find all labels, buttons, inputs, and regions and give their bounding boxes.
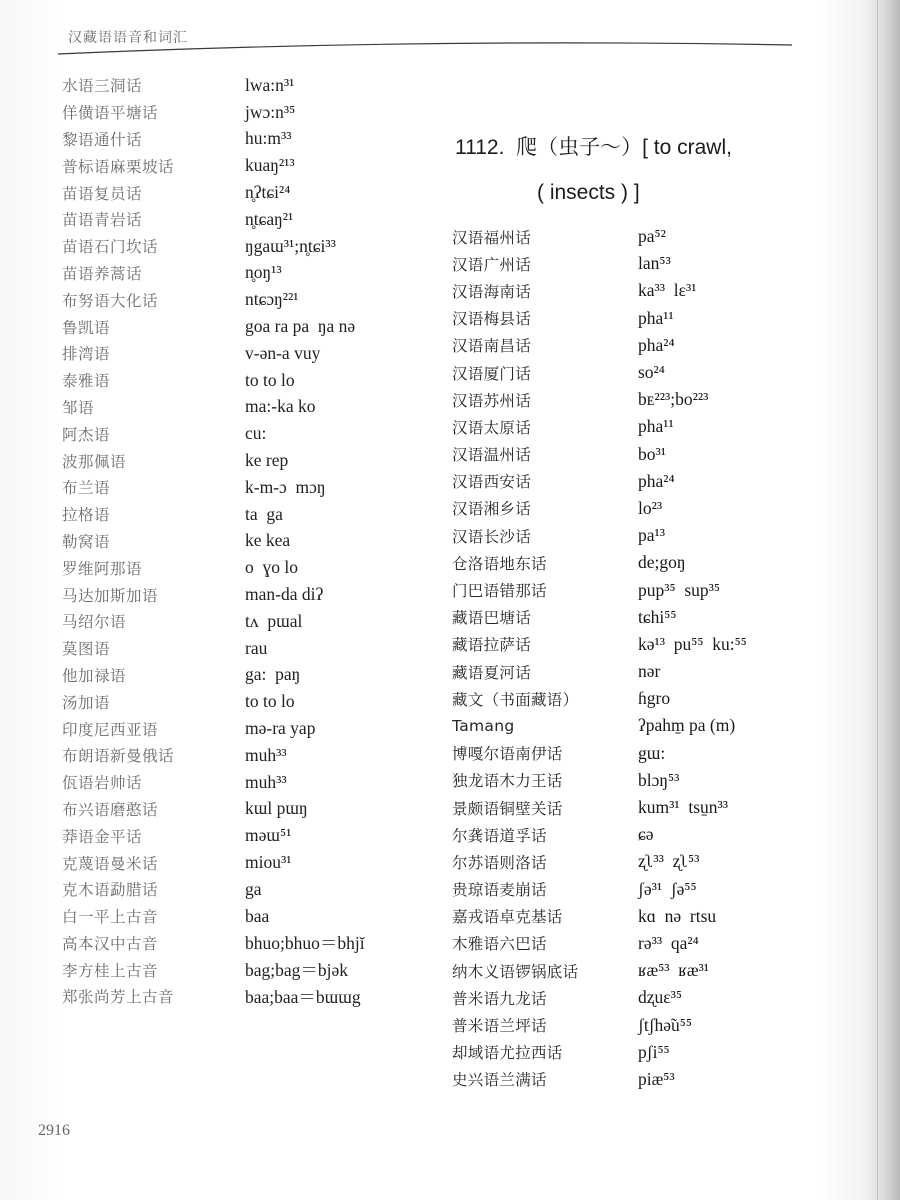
entry-heading-line1: 1112. 爬（虫子～）[ to crawl, — [455, 136, 732, 159]
entry-row — [452, 876, 872, 903]
phonetic-form: tʌ pɯal — [245, 610, 303, 631]
entry-row — [452, 1066, 872, 1093]
phonetic-form: ʁæ⁵³ ʁæ³¹ — [638, 960, 710, 981]
language-name: 藏语拉萨话 — [452, 636, 532, 655]
entry-row — [62, 420, 442, 447]
phonetic-form: ɕə — [638, 824, 654, 845]
entry-row — [62, 260, 442, 287]
phonetic-form: ga — [245, 878, 262, 899]
phonetic-form: ta ga — [245, 503, 283, 524]
language-name: 莫图语 — [62, 640, 111, 659]
language-name: 贵琼语麦崩话 — [452, 881, 547, 900]
language-name: 独龙语木力王话 — [452, 772, 563, 791]
language-name: 汉语长沙话 — [452, 527, 532, 546]
language-name: 门巴语错那话 — [452, 582, 547, 601]
phonetic-form: bᴇ²²³;bo²²³ — [638, 389, 709, 410]
language-name: 佯僙语平塘话 — [62, 104, 159, 123]
language-name: 汉语温州话 — [452, 446, 532, 465]
entry-row — [452, 712, 872, 739]
phonetic-form: kə¹³ pu⁵⁵ ku:⁵⁵ — [638, 633, 747, 654]
running-head-title: 汉藏语语音和词汇 — [68, 30, 188, 46]
phonetic-form: ntɕɔŋ²²¹ — [245, 289, 299, 310]
entry-row — [452, 903, 872, 930]
entry-row — [452, 576, 872, 603]
language-name: 高本汉中古音 — [62, 934, 159, 953]
language-name: 马绍尔语 — [62, 613, 127, 632]
phonetic-form: ŋgaɯ³¹;n̥tɕi³³ — [245, 235, 336, 256]
phonetic-form: muh³³ — [245, 771, 287, 792]
entry-row — [452, 1011, 872, 1038]
language-name: 汉语厦门话 — [452, 364, 532, 383]
language-name: 排湾语 — [62, 345, 111, 364]
phonetic-form: baa;baa＝bɯɯg — [245, 986, 361, 1007]
entry-row — [62, 367, 442, 394]
language-name: 布兰语 — [62, 479, 111, 498]
language-name: 苗语养蒿话 — [62, 264, 143, 283]
right-entry-column — [452, 223, 872, 1093]
phonetic-form: lwa:n³¹ — [245, 74, 295, 95]
language-name: 克蔑语曼米话 — [62, 854, 159, 873]
language-name: 勒窝语 — [62, 532, 111, 551]
language-name: 尔龚语道孚话 — [452, 826, 547, 845]
phonetic-form: de;goŋ — [638, 552, 686, 573]
phonetic-form: pha²⁴ — [638, 470, 675, 491]
language-name: 仓洛语地东话 — [452, 554, 547, 573]
language-name: 藏语巴塘话 — [452, 609, 532, 628]
language-name: 罗维阿那语 — [62, 559, 143, 578]
entry-row — [62, 903, 442, 930]
phonetic-form: k-m-ɔ mɔŋ — [245, 476, 326, 497]
language-name: 阿杰语 — [62, 425, 111, 444]
language-name: 汉语太原话 — [452, 418, 532, 437]
entry-row — [452, 441, 872, 468]
entry-row — [62, 822, 442, 849]
phonetic-form: ʃtʃhə̃u⁵⁵ — [638, 1014, 692, 1035]
entry-row — [452, 495, 872, 522]
language-name: 鲁凯语 — [62, 318, 111, 337]
phonetic-form: pa⁵² — [638, 226, 666, 247]
language-name: 克木语勐腊话 — [62, 881, 159, 900]
entry-row — [62, 474, 442, 501]
phonetic-form: piæ⁵³ — [638, 1068, 675, 1089]
entry-row — [452, 250, 872, 277]
phonetic-form: goa ra pa ŋa nə — [245, 316, 356, 337]
language-name: 他加禄语 — [62, 666, 127, 685]
entry-row — [452, 468, 872, 495]
entry-row — [452, 549, 872, 576]
language-name: 博嘎尔语南伊话 — [452, 745, 563, 764]
language-name: 藏语夏河话 — [452, 663, 532, 682]
entry-row — [62, 983, 442, 1010]
language-name: 汉语福州话 — [452, 228, 532, 247]
language-name: 嘉戎语卓克基话 — [452, 908, 563, 927]
entry-row — [62, 662, 442, 689]
phonetic-form: ʔpahm̠ pa (m) — [638, 715, 736, 736]
entry-row — [452, 386, 872, 413]
language-name: 布努语大化话 — [62, 291, 159, 310]
phonetic-form: bag;bag＝bjək — [245, 960, 349, 981]
language-name: 苗语石门坎话 — [62, 238, 159, 257]
phonetic-form: pha¹¹ — [638, 307, 674, 328]
language-name: 郑张尚芳上古音 — [62, 988, 175, 1007]
language-name: 木雅语六巴话 — [452, 935, 547, 954]
phonetic-form: ma:-ka ko — [245, 396, 316, 417]
phonetic-form: rau — [245, 637, 268, 658]
phonetic-form: tɕhi⁵⁵ — [638, 606, 677, 627]
entry-row — [62, 206, 442, 233]
page-number: 2916 — [38, 1122, 70, 1139]
entry-row — [452, 957, 872, 984]
phonetic-form: baa — [245, 905, 270, 926]
language-name: 景颇语铜壁关话 — [452, 799, 563, 818]
entry-row — [62, 340, 442, 367]
entry-row — [452, 848, 872, 875]
language-name: 布朗语新曼俄话 — [62, 747, 175, 766]
language-name: 布兴语磨憨话 — [62, 800, 159, 819]
language-name: 印度尼西亚语 — [62, 720, 159, 739]
language-name: 普标语麻栗坡话 — [62, 157, 175, 176]
entry-row — [452, 522, 872, 549]
entry-row — [452, 930, 872, 957]
entry-row — [452, 740, 872, 767]
phonetic-form: v-ən-a vuy — [245, 342, 321, 363]
entry-row — [62, 742, 442, 769]
language-name: 邹语 — [62, 398, 95, 417]
phonetic-form: kɑ nə rtsu — [638, 905, 717, 926]
language-name: 普米语兰坪话 — [452, 1017, 547, 1036]
entry-row — [452, 332, 872, 359]
entry-row — [62, 99, 442, 126]
phonetic-form: pha²⁴ — [638, 334, 675, 355]
language-name: 汉语广州话 — [452, 255, 532, 274]
phonetic-form: hu:m³³ — [245, 128, 292, 149]
language-name: 泰雅语 — [62, 372, 111, 391]
entry-row — [62, 286, 442, 313]
entry-row — [452, 658, 872, 685]
entry-row — [452, 413, 872, 440]
phonetic-form: ga: paŋ — [245, 664, 301, 685]
phonetic-form: ka³³ lɛ³¹ — [638, 280, 697, 301]
language-name: 李方桂上古音 — [62, 961, 159, 980]
entry-heading-line2: ( insects ) ] — [537, 181, 640, 204]
entry-row — [62, 394, 442, 421]
entry-row — [62, 447, 442, 474]
phonetic-form: ɦgro — [638, 688, 671, 709]
phonetic-form: pup³⁵ sup³⁵ — [638, 579, 721, 600]
phonetic-form: nər — [638, 661, 661, 682]
entry-row — [452, 1039, 872, 1066]
language-name: 却域语尤拉西话 — [452, 1044, 563, 1063]
entry-row — [62, 796, 442, 823]
phonetic-form: pʃi⁵⁵ — [638, 1041, 670, 1062]
phonetic-form: bo³¹ — [638, 443, 666, 464]
entry-row — [62, 126, 442, 153]
language-name: 纳木义语锣锅底话 — [452, 962, 579, 981]
entry-row — [62, 501, 442, 528]
phonetic-form: miou³¹ — [245, 852, 292, 872]
entry-row — [62, 769, 442, 796]
phonetic-form: n̥tɕaŋ²¹ — [245, 208, 294, 229]
entry-row — [62, 956, 442, 983]
entry-row — [452, 223, 872, 250]
entry-row — [452, 305, 872, 332]
entry-row — [62, 313, 442, 340]
entry-row — [62, 849, 442, 876]
language-name: 汉语海南话 — [452, 282, 532, 301]
language-name: 拉格语 — [62, 506, 111, 525]
language-name: 水语三洞话 — [62, 77, 143, 96]
language-name: 佤语岩帅话 — [62, 774, 143, 793]
phonetic-form: mə-ra yap — [245, 718, 316, 739]
entry-row — [62, 72, 442, 99]
phonetic-form: kuaŋ²¹³ — [245, 155, 295, 176]
entry-row — [62, 876, 442, 903]
phonetic-form: muh³³ — [245, 744, 287, 765]
entry-row — [62, 635, 442, 662]
phonetic-form: kum³¹ tsu̱n³³ — [638, 797, 729, 818]
phonetic-form: so²⁴ — [638, 362, 665, 383]
language-name: 白一平上古音 — [62, 908, 159, 927]
language-name: 莽语金平话 — [62, 827, 143, 846]
entry-row — [452, 794, 872, 821]
language-name: 尔苏语则洛话 — [452, 853, 547, 872]
phonetic-form: ke rep — [245, 450, 289, 471]
language-name: 汉语苏州话 — [452, 391, 532, 410]
language-name: 苗语复员话 — [62, 184, 143, 203]
phonetic-form: pa¹³ — [638, 525, 666, 546]
phonetic-form: to to lo — [245, 369, 295, 390]
entry-row — [62, 608, 442, 635]
language-name: 汉语西安话 — [452, 473, 532, 492]
entry-row — [452, 631, 872, 658]
entry-row — [62, 528, 442, 555]
phonetic-form: pha¹¹ — [638, 416, 674, 437]
entry-row — [62, 581, 442, 608]
phonetic-form: ʐʅ³³ ʐʅ⁵³ — [638, 851, 700, 872]
phonetic-form: məɯ⁵¹ — [245, 825, 292, 846]
phonetic-form: ke kea — [245, 530, 291, 551]
phonetic-form: man-da diʔ — [245, 584, 324, 605]
entry-row — [452, 821, 872, 848]
entry-row — [452, 685, 872, 712]
language-name: 普米语九龙话 — [452, 989, 547, 1008]
phonetic-form: bhuo;bhuo＝bhjĭ — [245, 933, 365, 954]
language-name: 汉语梅县话 — [452, 310, 532, 329]
phonetic-form: o ɣo lo — [245, 557, 298, 578]
language-name: 藏文（书面藏语） — [452, 690, 579, 709]
phonetic-form: n̥ʔtɕi²⁴ — [245, 182, 291, 203]
entry-row — [452, 767, 872, 794]
language-name: Tamang — [452, 716, 515, 735]
phonetic-form: cu: — [245, 423, 267, 444]
language-name: 汉语湘乡话 — [452, 500, 532, 519]
page-binding-shadow — [877, 0, 878, 1200]
language-name: 波那佩语 — [62, 452, 127, 471]
entry-row — [62, 688, 442, 715]
phonetic-form: dʐuɛ³⁵ — [638, 987, 682, 1008]
language-name: 黎语通什话 — [62, 130, 143, 149]
entry-row — [452, 984, 872, 1011]
entry-row — [452, 359, 872, 386]
phonetic-form: ʃə³¹ ʃə⁵⁵ — [638, 878, 697, 899]
phonetic-form: blɔŋ⁵³ — [638, 769, 680, 790]
phonetic-form: jwɔ:n³⁵ — [245, 101, 296, 122]
phonetic-form: lan⁵³ — [638, 253, 671, 274]
language-name: 苗语青岩话 — [62, 211, 143, 230]
language-name: 汤加语 — [62, 693, 111, 712]
phonetic-form: rə³³ qa²⁴ — [638, 932, 699, 953]
phonetic-form: lo²³ — [638, 497, 663, 518]
entry-row — [62, 930, 442, 957]
phonetic-form: kɯl pɯŋ — [245, 798, 308, 819]
language-name: 汉语南昌话 — [452, 337, 532, 356]
phonetic-form: n̥oŋ¹³ — [245, 262, 282, 283]
phonetic-form: gɯ: — [638, 742, 666, 763]
left-entry-column — [62, 72, 442, 1010]
entry-row — [62, 233, 442, 260]
entry-row — [452, 277, 872, 304]
language-name: 马达加斯加语 — [62, 586, 159, 605]
language-name: 史兴语兰满话 — [452, 1071, 547, 1090]
entry-row — [62, 179, 442, 206]
entry-row — [62, 715, 442, 742]
entry-row — [62, 554, 442, 581]
phonetic-form: to to lo — [245, 691, 295, 712]
header-rule — [0, 0, 900, 70]
entry-row — [452, 604, 872, 631]
entry-row — [62, 152, 442, 179]
